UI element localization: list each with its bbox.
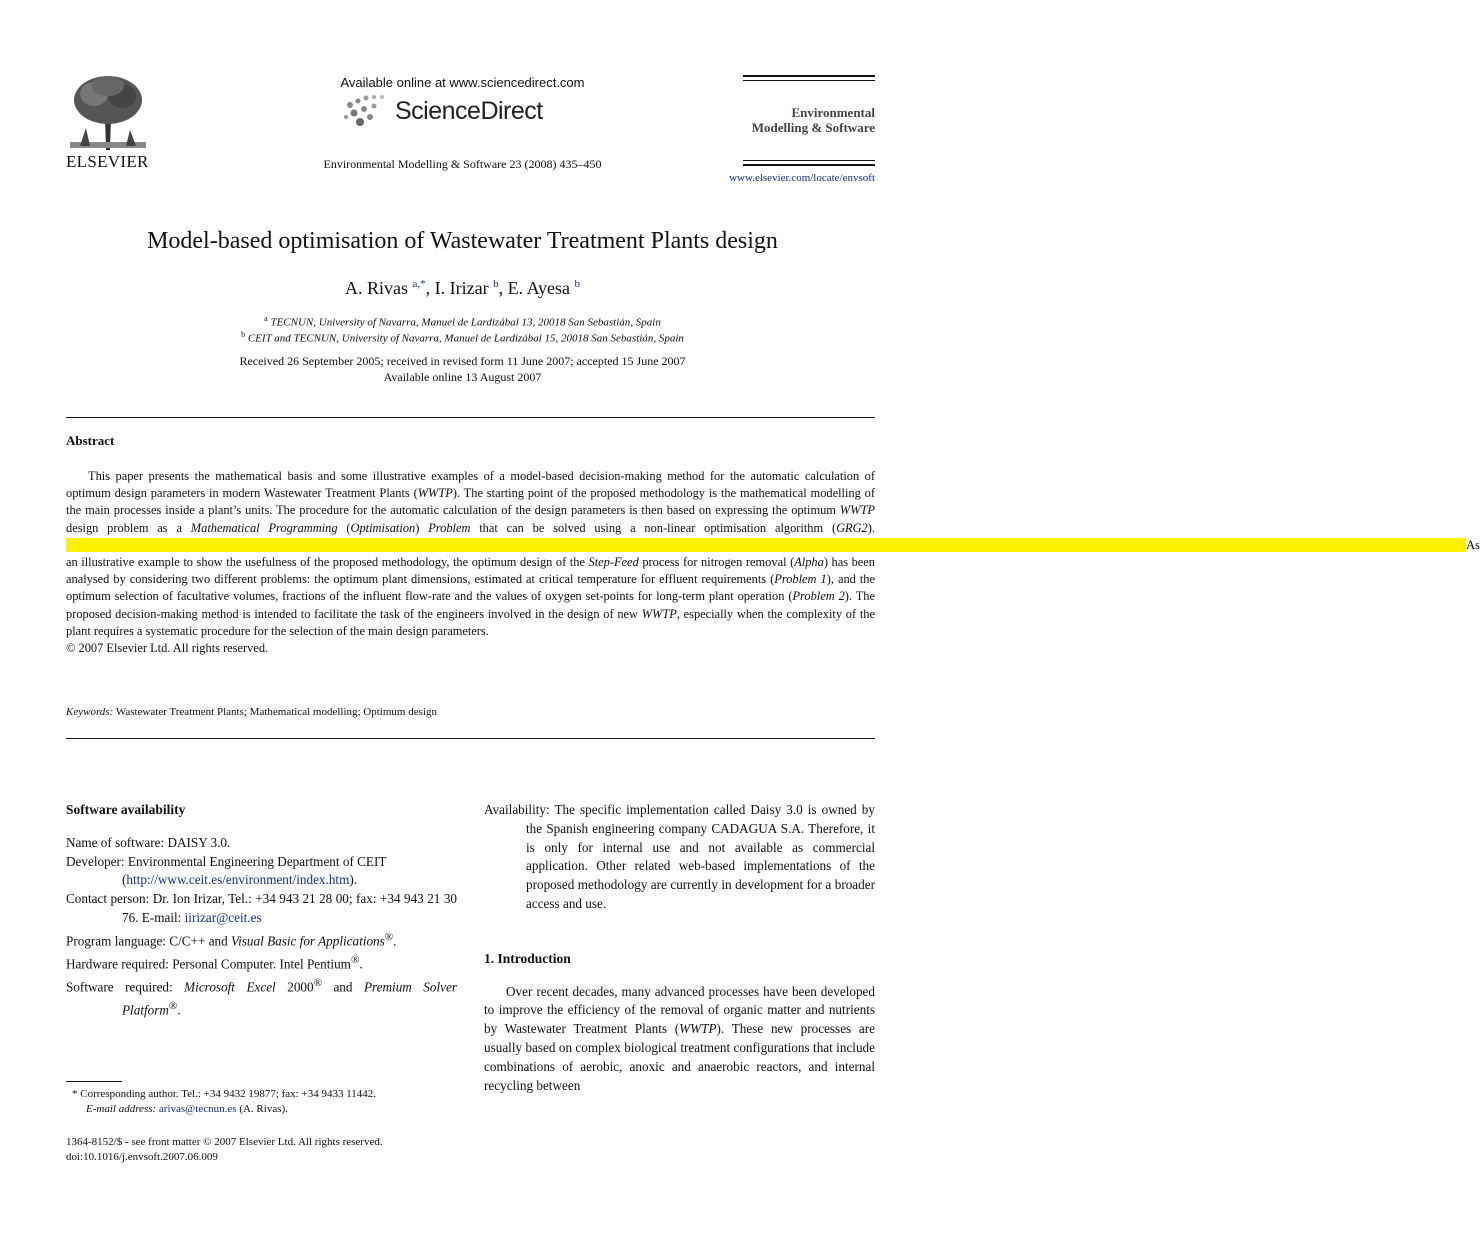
- publisher-name: ELSEVIER: [66, 152, 149, 171]
- journal-citation: Environmental Modelling & Software 23 (2008) 435–450: [323, 157, 602, 171]
- affiliation-text: CEIT and TECNUN, University of Navarra, Manuel de Lardizábal 15, 20018 San Sebastián, Spain: [247, 332, 684, 345]
- article-title: Model-based optimisation of Wastewater Treatment Plants design: [147, 228, 778, 254]
- available-online-text: Available online at www.sciencedirect.com: [340, 75, 585, 90]
- software-entry: [66, 834, 457, 853]
- journal-url-link[interactable]: www.elsevier.com/locate/envsoft: [729, 172, 875, 184]
- keywords-label: Keywords:: [66, 706, 114, 718]
- abstract-text: ) has been analysed by considering two different problems: the optimum plant dimensions, estimated at critical temperature for effluent requirements (: [66, 555, 875, 587]
- available-date: Available online 13 August 2007: [383, 370, 542, 384]
- abstract-text: , especially when the complexity of the plant requires a systematic procedure for the selection of the main design parameters.: [66, 606, 875, 638]
- abstract-text: WWTP: [417, 486, 453, 501]
- abstract-text: ). The proposed decision-making method is intended to facilitate the task of the engineers involved in the design of new: [66, 589, 875, 621]
- keywords-text: Wastewater Treatment Plants; Mathematical modelling; Optimum design: [115, 706, 437, 718]
- entry-label: Name of software:: [66, 834, 165, 850]
- entry-value: Microsoft Excel: [184, 979, 276, 995]
- section-heading: 1. Introduction: [484, 950, 571, 966]
- keywords: [66, 706, 437, 718]
- software-entry: Developer: Environmental Engineering Department of CEIT (http://www.ceit.es/environment/index.htm).: [66, 853, 387, 888]
- header-rule: [743, 164, 875, 166]
- section-heading: Software availability: [66, 802, 186, 817]
- entry-value: Visual Basic for Applications: [231, 933, 385, 949]
- entry-label: Hardware required:: [66, 956, 169, 972]
- software-availability-section: [66, 801, 457, 1021]
- footnote-rule: [66, 1081, 122, 1082]
- entry-label: Program language:: [66, 933, 166, 949]
- abstract-text: Step-Feed: [588, 555, 639, 570]
- abstract-text: design problem as a: [66, 520, 191, 535]
- author-email-link[interactable]: arivas@tecnun.es: [158, 1103, 237, 1115]
- abstract-body: [66, 468, 1480, 657]
- intro-text: Over recent decades, many advanced processes have been developed to improve the efficiency of the removal of organic matter and nutrients by Wastewater Treatment Plants (: [484, 983, 875, 1037]
- right-column: [484, 801, 875, 1095]
- software-entry: Program language: C/C++ and Visual Basic for Applications®.: [66, 930, 397, 949]
- entry-value: C/C++ and: [169, 933, 228, 949]
- abstract-text: GRG2: [836, 520, 868, 535]
- abstract-text: Alpha: [794, 555, 824, 570]
- abstract-text: ). The starting point of the proposed methodology is the mathematical modelling of the main processes inside a plant’s units. The procedure for the automatic calculation of the design parameters is then based on expressing the optimum: [66, 486, 875, 518]
- developer-url-link[interactable]: http://www.ceit.es/environment/index.htm: [126, 872, 350, 888]
- entry-value: Dr. Ion Irizar, Tel.: +34 943 21 28 00; fax: +34 943 21 30 76. E-mail:: [122, 891, 458, 925]
- entry-value: Premium Solver Platform: [122, 979, 457, 1018]
- copyright-line: © 2007 Elsevier Ltd. All rights reserved.: [66, 641, 269, 656]
- author-affiliation-mark[interactable]: a,*: [412, 278, 426, 290]
- sciencedirect-wordmark: ScienceDirect: [395, 97, 543, 125]
- footnote: [66, 1087, 457, 1117]
- section-divider: [66, 738, 875, 739]
- email-note: [66, 1102, 457, 1117]
- sciencedirect-dots-icon: [340, 93, 392, 131]
- doi-line: doi:10.1016/j.envsoft.2007.06.009: [66, 1151, 218, 1163]
- email-label: E-mail address:: [86, 1103, 157, 1115]
- entry-value: and: [333, 979, 353, 995]
- abstract-paragraph: This paper presents the mathematical basis and some illustrative examples of a model-based decision-making method for the automatic calculation of optimum design parameters in modern Wastewater Treatment Plants (WWTP). The starting point of the proposed methodology is the mathematical modelling of the main processes inside a plant’s units. The procedure for the automatic calculation of the design parameters is then based on expressing the optimum WWTP design problem as a Mathematical Programming (Optimisation) Problem that can be solved using a non-linear optimisation algorithm (GRG2). As an illustrative example to show the usefulness of the proposed methodology, the optimum design of the Step-Feed process for nitrogen removal (Alpha) has been analysed by considering two different problems: the optimum plant dimensions, estimated at critical temperature for effluent requirements (Problem 1), and the optimum selection of facultative volumes, fractions of the influent flow-rate and the values of oxygen set-points for long-term plant operation (Problem 2). The proposed decision-making method is intended to facilitate the task of the engineers involved in the design of new WWTP, especially when the complexity of the plant requires a systematic procedure for the selection of the main design parameters.: [66, 469, 1480, 638]
- entry-value: DAISY 3.0.: [167, 834, 231, 850]
- affiliation-text: TECNUN, University of Navarra, Manuel de Lardizábal 13, 20018 San Sebastián, Spain: [270, 316, 661, 329]
- abstract-text: that can be solved using a non-linear optimisation algorithm (: [470, 520, 837, 535]
- abstract-text: ).: [867, 520, 875, 535]
- journal-title-line: Modelling & Software: [751, 120, 875, 135]
- front-matter: [66, 1135, 383, 1165]
- journal-title-line: Environmental: [791, 105, 875, 120]
- sciencedirect-logo: [340, 93, 580, 133]
- abstract-text: WWTP: [641, 606, 677, 621]
- email-tail: (A. Rivas).: [239, 1103, 288, 1115]
- abstract-text: This paper presents the mathematical basis and some illustrative examples of a model-based decision-making method for the automatic calculation of optimum design parameters in modern Wastewater Treatment Plants (: [66, 469, 875, 501]
- abstract-text: Problem 1: [774, 572, 827, 587]
- software-entry: Software required: Microsoft Excel 2000® and Premium Solver Platform®.: [66, 977, 457, 1018]
- entry-label: Developer:: [66, 853, 125, 869]
- author-affiliation-mark[interactable]: b: [493, 278, 499, 290]
- software-entry: [66, 890, 457, 928]
- abstract-text: process for nitrogen removal (: [638, 555, 795, 570]
- abstract-text: Optimisation: [350, 520, 416, 535]
- author-separator: ,: [425, 278, 435, 298]
- affiliation-mark: a: [264, 314, 268, 323]
- abstract-text: WWTP: [839, 503, 875, 518]
- entry-label: Availability:: [484, 802, 550, 817]
- corresponding-author-note: * Corresponding author. Tel.: +34 9432 19877; fax: +34 9433 11442.: [72, 1088, 377, 1100]
- entry-value: Environmental Engineering Department of CEIT: [127, 853, 387, 869]
- affiliation-mark: b: [241, 330, 246, 339]
- abstract-text: ), and the optimum selection of facultative volumes, fractions of the influent flow-rate and the values of oxygen set-points for long-term plant operation (: [66, 572, 876, 604]
- intro-paragraph: [484, 983, 875, 1096]
- registered-mark: ®: [168, 1000, 178, 1013]
- software-entry: [484, 801, 875, 914]
- intro-text: WWTP: [679, 1021, 717, 1037]
- registered-mark: ®: [313, 977, 322, 990]
- highlight-annotation[interactable]: [66, 538, 1466, 552]
- abstract-text: Problem 2: [792, 589, 845, 604]
- software-entry: Hardware required: Personal Computer. Intel Pentium®.: [66, 953, 363, 972]
- entry-label: Software required:: [66, 979, 173, 995]
- registered-mark: ®: [350, 953, 360, 966]
- issn-line: 1364-8152/$ - see front matter © 2007 Elsevier Ltd. All rights reserved.: [66, 1136, 383, 1148]
- entry-value: Personal Computer. Intel Pentium: [172, 956, 351, 972]
- section-divider: [66, 417, 875, 418]
- abstract-text: Problem: [428, 520, 471, 535]
- entry-label: Contact person:: [66, 891, 150, 907]
- affiliation: [0, 314, 925, 329]
- received-dates: Received 26 September 2005; received in revised form 11 June 2007; accepted 15 June 2007: [239, 354, 686, 368]
- abstract-text: Mathematical Programming: [190, 520, 338, 535]
- intro-text: ). These new processes are usually based on complex biological treatment configurations that include combinations of aerobic, anoxic and anaerobic reactors, and internal recycling between: [484, 1021, 876, 1093]
- registered-mark: ®: [384, 930, 394, 943]
- header-rule: [743, 160, 875, 161]
- author-affiliation-mark[interactable]: b: [574, 278, 580, 290]
- entry-value: The specific implementation called Daisy 3.0 is owned by the Spanish engineering company CADAGUA S.A. Therefore, it is only for internal use and not available as commercial application. Other related web-based implementations of the proposed methodology are currently in development for a broader access and use.: [526, 802, 875, 911]
- journal-title: [745, 105, 875, 135]
- author-name: E. Ayesa: [507, 278, 570, 298]
- contact-email-link[interactable]: iirizar@ceit.es: [184, 909, 262, 925]
- author-name: I. Irizar: [434, 278, 489, 298]
- author-separator: ,: [498, 278, 508, 298]
- abstract-heading: Abstract: [66, 433, 115, 448]
- entry-value: 2000: [287, 979, 314, 995]
- author-name: A. Rivas: [345, 278, 409, 298]
- header-rule: [743, 75, 875, 77]
- affiliation: [0, 330, 925, 345]
- author-list: [0, 278, 925, 299]
- abstract-text: As an illustrative example to show the usefulness of the proposed methodology, the optimum design of the: [66, 537, 1480, 570]
- header-rule: [743, 80, 875, 81]
